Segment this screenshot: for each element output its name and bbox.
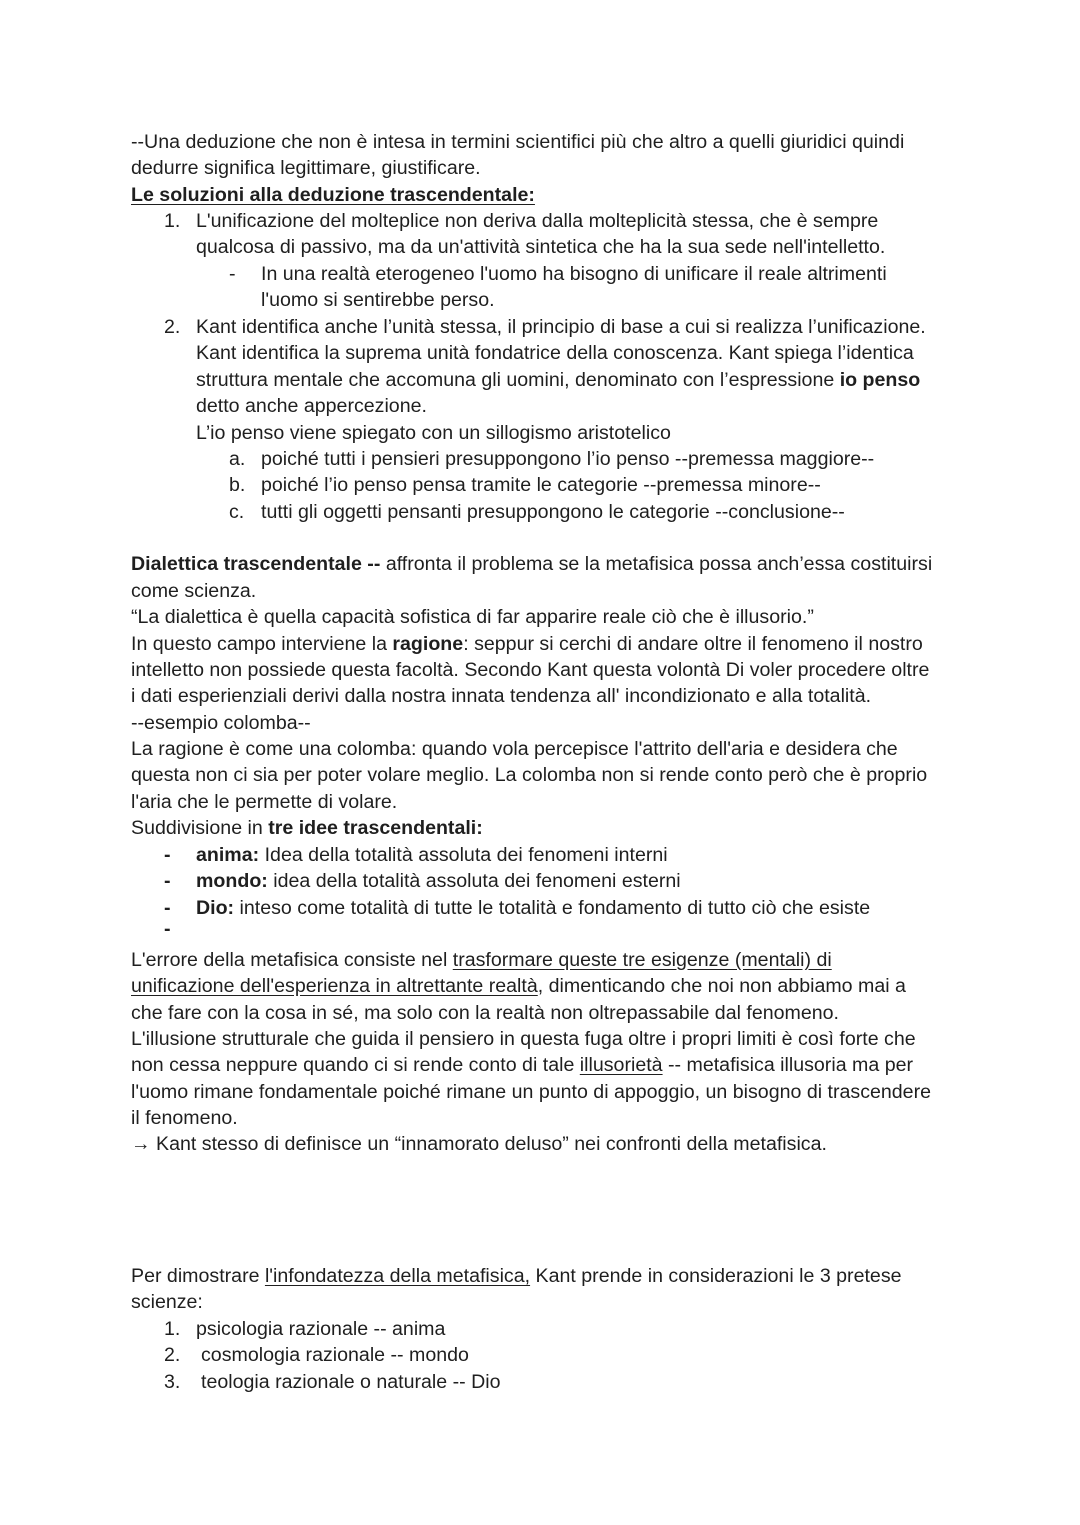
list-marker: 2. [164,316,181,338]
bullet-dash: - [164,870,171,892]
list-marker: 2. [164,1344,181,1366]
error-line-3: che fare con la cosa in sé, ma solo con la realtà non oltrepassabile dal fenomeno. [131,1002,839,1024]
idea-dio [196,895,870,921]
syllogism-c: tutti gli oggetti pensanti presuppongono le categorie --conclusione-- [261,501,845,523]
solutions-heading: Le soluzioni alla deduzione trascendentale: [131,184,535,206]
list-marker: b. [229,474,246,496]
idea-term: Dio: [196,897,235,919]
ragione-term: ragione [392,633,464,655]
item1-line-1: L'unificazione del molteplice non deriva dalla molteplicità stessa, che è sempre [196,210,879,232]
item2-line-2: Kant identifica la suprema unità fondatrice della conoscenza. Kant spiega l’identica [196,342,914,364]
error-line-8: → Kant stesso di definisce un “innamorato deluso” nei confronti della metafisica. [131,1133,827,1155]
dialectic-p1-line-1 [131,631,923,657]
bullet-dash: - [164,918,171,940]
dove-line-3: l'aria che le permette di volare. [131,791,398,813]
error-line-2 [131,973,906,999]
idea-text: inteso come totalità di tutte le totalità e fondamento di tutto ciò che esiste [234,897,871,919]
item1-sub-line-2: l'uomo si sentirebbe perso. [261,289,495,311]
science-item: psicologia razionale -- anima [196,1318,446,1340]
intro-line-1: --Una deduzione che non è intesa in termini scientifici più che altro a quelli giuridici quindi [131,131,905,153]
item1-line-2: qualcosa di passivo, ma da un'attività sintetica che ha la sua sede nell'intelletto. [196,236,886,258]
dialectic-title: Dialettica trascendentale -- [131,553,381,575]
item2-line-4: detto anche appercezione. [196,395,427,417]
item2-line-3 [196,367,920,393]
error-line-5 [131,1052,913,1078]
dialectic-p1-line-2: intelletto non possiede questa facoltà. Secondo Kant questa volontà Di voler procedere oltre [131,659,930,681]
dialectic-quote: “La dialettica è quella capacità sofistica di far apparire reale ciò che è illusorio.” [131,606,814,628]
dialectic-p1-b: : seppur si cerchi di andare oltre il fenomeno il nostro [463,633,923,655]
example-label: --esempio colomba-- [131,712,311,734]
syllogism-a: poiché tutti i pensieri presuppongono l’io penso --premessa maggiore-- [261,448,875,470]
item2-line-1: Kant identifica anche l’unità stessa, il principio di base a cui si realizza l’unificazione. [196,316,926,338]
idea-term: mondo: [196,870,268,892]
error-l5-underlined: illusorietà [579,1054,663,1076]
idea-text: idea della totalità assoluta dei fenomeni esterni [267,870,681,892]
science-item: cosmologia razionale -- mondo [201,1344,469,1366]
item2-line-5: L’io penso viene spiegato con un sillogismo aristotelico [196,422,671,444]
list-marker: 1. [164,210,181,232]
sciences-l1-a: Per dimostrare [131,1265,265,1287]
sciences-line-1 [131,1263,902,1289]
ideas-intro [131,815,483,841]
idea-anima [196,842,668,868]
ideas-intro-text: Suddivisione in [131,817,269,839]
idea-mondo [196,868,681,894]
sciences-l1-underlined: l'infondatezza della metafisica, [264,1265,531,1287]
error-l2-b: , dimenticando che noi non abbiamo mai a [537,975,906,997]
dove-line-2: questa non ci sia per poter volare meglio. La colomba non si rende conto però che è proprio [131,764,928,786]
item1-sub-line-1: In una realtà eterogeneo l'uomo ha bisogno di unificare il reale altrimenti [261,263,887,285]
dialectic-p1-line-3: i dati esperienziali derivi dalla nostra innata tendenza all' incondizionato e alla totalità. [131,685,872,707]
dialectic-p1-a: In questo campo interviene la [131,633,393,655]
io-penso-term: io penso [839,369,921,391]
error-l1-underlined: trasformare queste tre esigenze (mentali) di [452,949,832,971]
list-marker: 1. [164,1318,181,1340]
idea-text: Idea della totalità assoluta dei fenomeni interni [259,844,668,866]
bullet-dash: - [164,897,171,919]
dialectic-title-rest: affronta il problema se la metafisica possa anch’essa costituirsi [380,553,933,575]
ideas-intro-bold: tre idee trascendentali: [268,817,483,839]
error-l1-a: L'errore della metafisica consiste nel [131,949,453,971]
science-item: teologia razionale o naturale -- Dio [201,1371,501,1393]
sciences-l1-b: Kant prende in considerazioni le 3 pretese [530,1265,902,1287]
dialectic-line-2: come scienza. [131,580,257,602]
error-line-1 [131,947,832,973]
bullet-dash: - [164,844,171,866]
syllogism-b: poiché l’io penso pensa tramite le categorie --premessa minore-- [261,474,821,496]
error-line-7: il fenomeno. [131,1107,238,1129]
item2-line-3-text: struttura mentale che accomuna gli uomini, denominato con l’espressione [196,369,840,391]
intro-line-2: dedurre significa legittimare, giustificare. [131,157,481,179]
sciences-line-2: scienze: [131,1291,203,1313]
bullet-dash: - [229,263,236,285]
list-marker: c. [229,501,245,523]
error-l2-underlined: unificazione dell'esperienza in altrettante realtà [131,975,538,997]
dove-line-1: La ragione è come una colomba: quando vola percepisce l'attrito dell'aria e desidera che [131,738,898,760]
dialectic-line-1 [131,551,932,577]
error-line-4: L'illusione strutturale che guida il pensiero in questa fuga oltre i propri limiti è così forte che [131,1028,916,1050]
list-marker: a. [229,448,246,470]
idea-term: anima: [196,844,260,866]
error-l5-b: -- metafisica illusoria ma per [662,1054,914,1076]
list-marker: 3. [164,1371,181,1393]
error-line-6: l'uomo rimane fondamentale poiché rimane un punto di appoggio, un bisogno di trascendere [131,1081,931,1103]
error-l5-a: non cessa neppure quando ci si rende conto di tale [131,1054,580,1076]
